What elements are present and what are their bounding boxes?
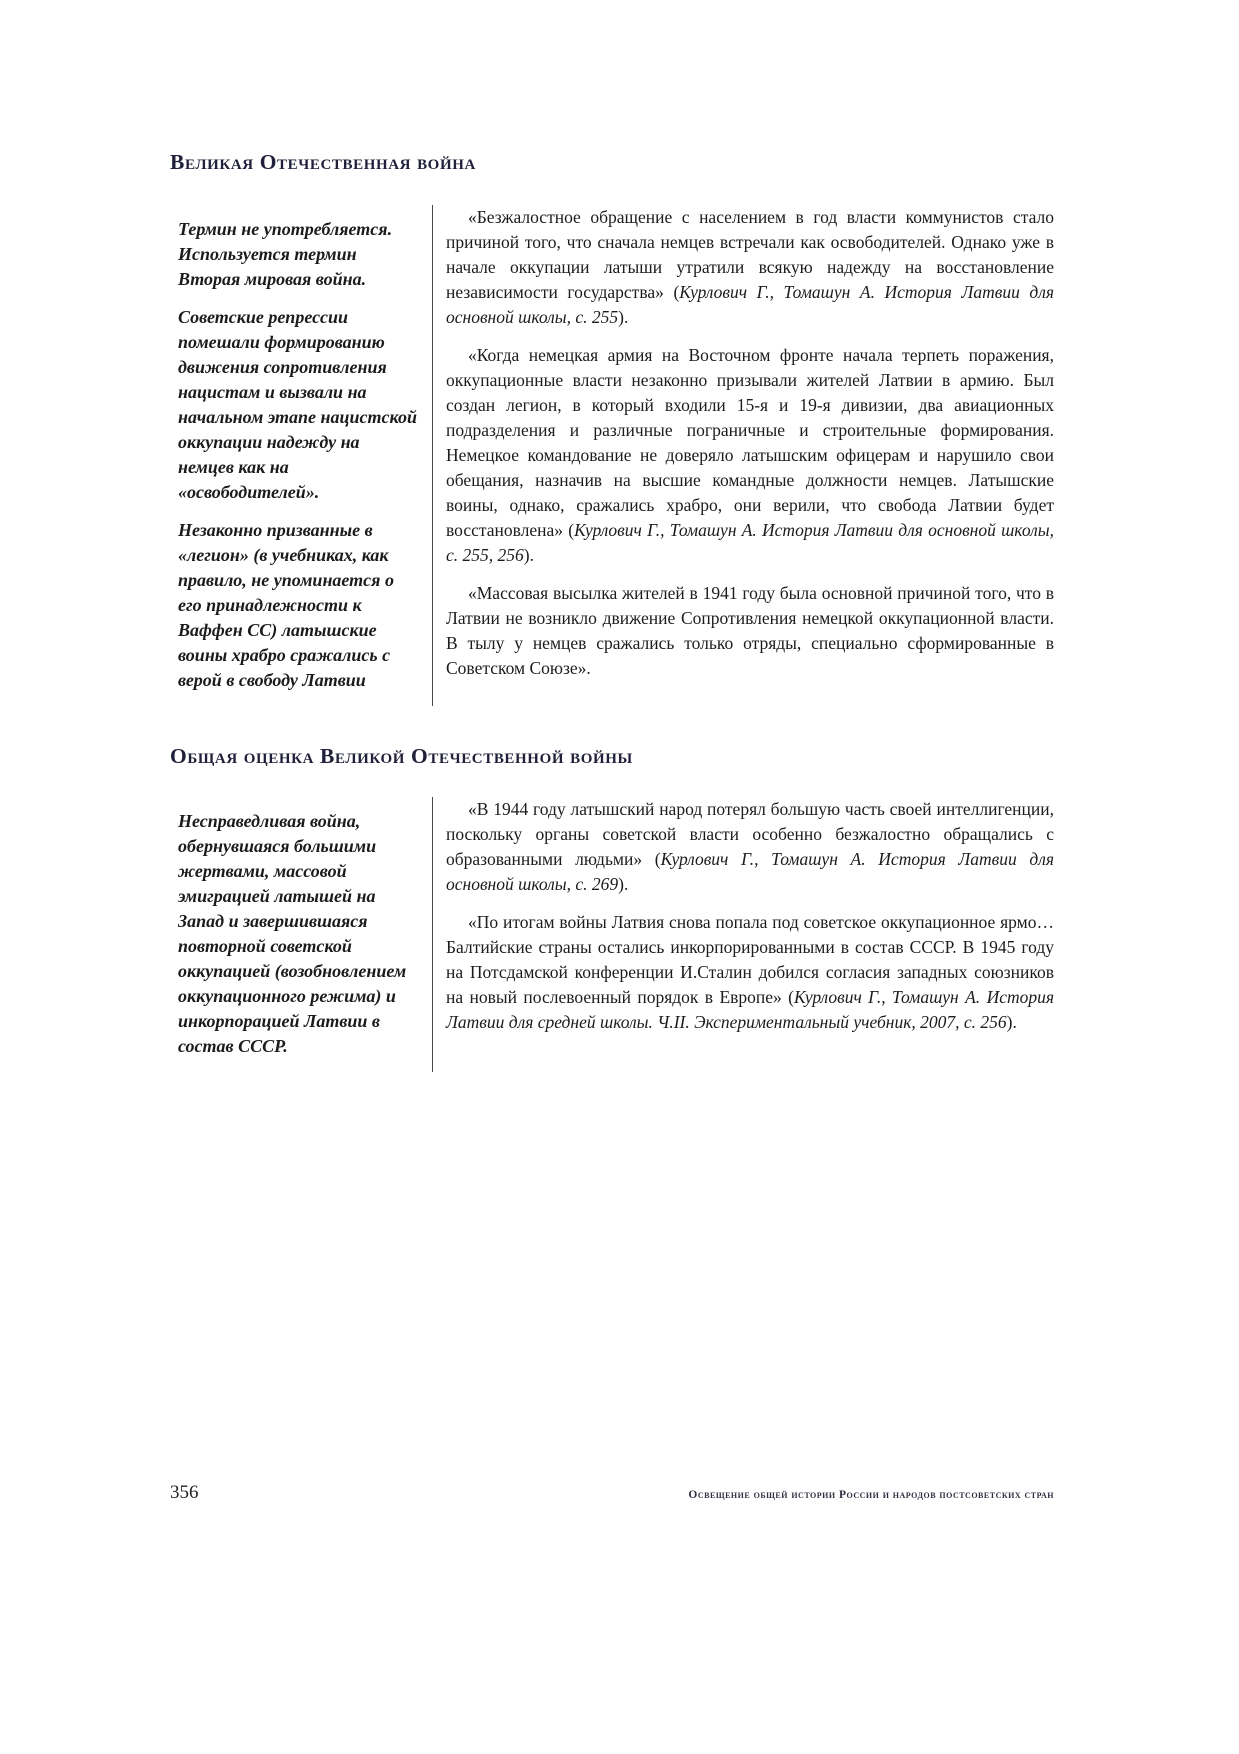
body-text: ). [618, 307, 629, 327]
running-title: Освещение общей истории России и народов постсоветских стран [688, 1489, 1054, 1501]
section-overall-assessment [170, 744, 1054, 1072]
body-text: «По итогам войны Латвия снова попала под советское оккупационное ярмо… Балтийские страны остались инкорпорированными в состав СССР. В 1945 году на Потсдамской конференции И.Сталин добился согласия западных союзников на новый послевоенный порядок в Европе» ( [446, 912, 1054, 1007]
page-number: 356 [170, 1482, 199, 1503]
paragraph [446, 343, 1054, 568]
paragraph [178, 217, 418, 292]
body-text: ). [523, 545, 534, 565]
page-content [170, 150, 1054, 1072]
right-column-quotes [433, 205, 1054, 706]
body-text: ). [1006, 1012, 1017, 1032]
paragraph [446, 581, 1054, 681]
body-text: «Когда немецкая армия на Восточном фронте начала терпеть поражения, оккупационные власти незаконно призывали жителей Латвии в армию. Был создан легион, в который входили 15-я и 19-я дивизии, два авиационных подразделения и различные пограничные и строительные формирования. Немецкое командование не доверяло латышским офицерам и нарушило свои обещания, назначив на высшие командные должности немцев. Латышские воины, однако, сражались храбро, они верили, что свобода Латвии будет восстановлена» ( [446, 345, 1054, 540]
citation-text: Курлович Г., Томашун А. История Латвии для средней школы. Ч.II. Экспериментальный учебник, 2007, с. 256 [446, 987, 1054, 1032]
paragraph [178, 518, 418, 693]
paragraph [446, 797, 1054, 897]
citation-text: Курлович Г., Томашун А. История Латвии для основной школы, с. 255 [446, 282, 1054, 327]
paragraph [446, 910, 1054, 1035]
section-row [170, 797, 1054, 1072]
body-text: «В 1944 году латышский народ потерял большую часть своей интеллигенции, поскольку органы советской власти особенно безжалостно обращались с образованными людьми» ( [446, 799, 1054, 869]
paragraph [178, 305, 418, 505]
body-text: ). [618, 874, 629, 894]
body-text: «Массовая высылка жителей в 1941 году была основной причиной того, что в Латвии не возникло движение Сопротивления немецкой оккупационной власти. В тылу у немцев сражались только отряды, специально сформированные в Советском Союзе». [446, 583, 1054, 678]
citation-text: Курлович Г., Томашун А. История Латвии для основной школы, с. 255, 256 [446, 520, 1054, 565]
body-text: Незаконно призванные в «легион» (в учебниках, как правило, не упоминается о его принадлежности к Ваффен СС) латышские воины храбро сражались с верой в свободу Латвии [178, 520, 394, 690]
body-text: Термин не употребляется. Используется термин Вторая мировая война. [178, 219, 393, 289]
paragraph [178, 809, 418, 1059]
right-column-quotes [433, 797, 1054, 1072]
left-column-commentary [170, 797, 432, 1072]
paragraph [446, 205, 1054, 330]
left-column-commentary [170, 205, 432, 706]
section-heading: Общая оценка Великой Отечественной войны [170, 744, 633, 768]
section-great-patriotic-war [170, 150, 1054, 706]
body-text: Советские репрессии помешали формированию движения сопротивления нацистам и вызвали на начальном этапе нацистской оккупации надежду на немцев как на «освободителей». [178, 307, 417, 502]
body-text: Несправедливая война, обернувшаяся большими жертвами, массовой эмиграцией латышей на Запад и завершившаяся повторной советской оккупацией (возобновлением оккупационного режима) и инкорпорацией Латвии в состав СССР. [178, 811, 407, 1056]
citation-text: Курлович Г., Томашун А. История Латвии для основной школы, с. 269 [446, 849, 1054, 894]
body-text: «Безжалостное обращение с населением в год власти коммунистов стало причиной того, что сначала немцев встречали как освободителей. Однако уже в начале оккупации латыши утратили всякую надежду на восстановление независимости государства» ( [446, 207, 1054, 302]
section-row [170, 205, 1054, 706]
section-heading: Великая Отечественная война [170, 150, 476, 174]
page-footer [170, 1482, 1054, 1504]
